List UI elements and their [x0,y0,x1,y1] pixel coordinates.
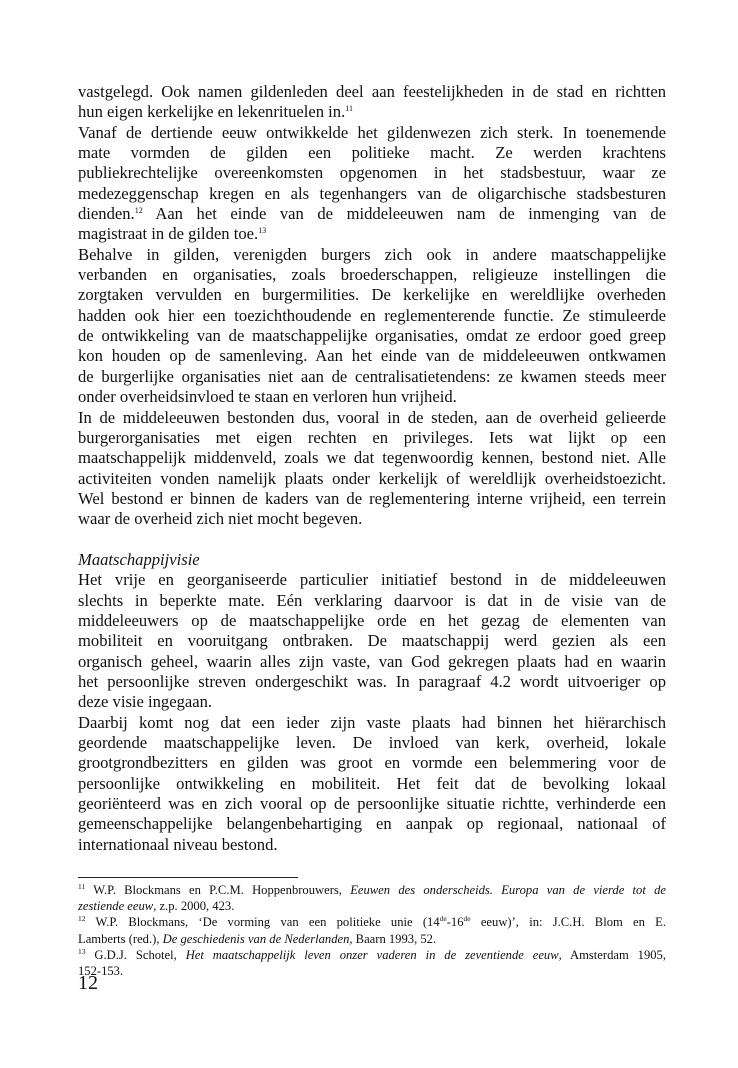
text-line: publiekrechtelijke overeenkomsten opgenomen in het stadsbestuur, waar ze [78,163,666,183]
text-line: middeleeuwers op de maatschappelijke orde en het gezag de elementen van [78,610,666,630]
text-line: zorgtaken vervulden en burgermilities. De kerkelijke en wereldlijke overheden [78,285,666,305]
text-span: dienden. [78,204,135,224]
text-line: In de middeleeuwen bestonden dus, vooral in de steden, aan de overheid gelieerde [78,407,666,427]
text-line [78,224,666,244]
text-span: 152-153. [78,964,124,979]
footnote-number: 11 [78,882,86,891]
text-line: maatschappelijk middenveld, zoals we dat tegenwoordig kennen, bestond niet. Alle [78,448,666,468]
text-span: hun eigen kerkelijke en lekenrituelen in. [78,102,346,122]
text-line: persoonlijke ontwikkeling en mobiliteit. Het feit dat de bevolking lokaal [78,773,666,793]
citation-title: Eeuwen des onderscheids. Europa van de vierde tot de [350,883,666,897]
text-line: deze visie ingegaan. [78,692,213,712]
text-span: , Baarn 1993, 52. [349,931,437,946]
text-span: W.P. Blockmans en P.C.M. Hoppenbrouwers, [85,883,351,897]
text-line: gemeenschappelijke belangenbehartiging en aanpak op regionaal, nationaal of [78,814,666,834]
text-line: mate vormden de gilden een politieke macht. Ze werden krachtens [78,143,666,163]
blank-line [78,530,666,550]
text-line: georiënteerd was en zich vooral op de persoonlijke situatie richtte, verhinderde een [78,794,666,814]
text-line: geordende maatschappelijke leven. De invloed van kerk, overheid, lokale [78,733,666,752]
footnote-11-cont [78,898,666,914]
text-span: Lamberts (red.), [78,931,163,946]
text-line: de burgerlijke organisaties niet aan de centralisatietendens: ze kwamen steeds meer [78,366,666,386]
footnote-13 [78,947,666,963]
text-line: medezeggenschap kregen en als tegenhangers van de oligarchische stadsbesturen [78,183,666,203]
footnotes [78,882,666,979]
text-line: mobiliteit en vooruitgang ontbraken. De maatschappij werd gezien als een [78,631,666,651]
footnote-ref[interactable]: 11 [345,104,353,114]
text-line: Vanaf de dertiende eeuw ontwikkelde het gildenwezen zich sterk. In toenemende [78,122,666,142]
citation-title: Het maatschappelijk leven onzer vaderen in de zeventiende eeuw [185,947,559,962]
footnote-11 [78,882,666,898]
text-line: de ontwikkeling van de maatschappelijke organisaties, omdat ze erdoor goed greep [78,326,666,346]
footnote-separator [78,877,298,878]
text-span: eeuw)’, in: J.C.H. Blom en E. [470,915,666,930]
text-span: -16 [446,915,464,930]
text-line: Wel bestond er binnen de kaders van de reglementering interne vrijheid, een terrein [78,488,666,508]
text-line: grootgrondbezitters en gilden was groot en vormde een belemmering voor de [78,753,666,773]
text-line [78,102,666,122]
citation-title: zestiende eeuw [78,899,154,914]
body-text [78,82,666,855]
text-line: het persoonlijke streven ondergeschikt was. In paragraaf 4.2 wordt uitvoeriger op [78,671,666,691]
footnote-ref[interactable]: 13 [258,226,267,236]
text-line: organisch geheel, waarin alles zijn vaste, van God gekregen plaats had en waarin [78,651,666,671]
text-line: Behalve in gilden, verenigden burgers zich ook in andere maatschappelijke [78,244,666,264]
footnote-number: 12 [78,914,86,924]
text-line: activiteiten vonden namelijk plaats onder kerkelijk of wereldlijk overheidstoezicht. [78,468,666,488]
superscript: de [439,914,447,924]
footnote-12-cont [78,931,666,947]
text-line: Het vrije en georganiseerde particulier initiatief bestond in de middeleeuwen [78,570,666,590]
text-line: internationaal niveau bestond. [78,834,278,854]
text-line: waar de overheid zich niet mocht begeven. [78,509,363,529]
text-span: Aan het einde van de middeleeuwen nam de inmenging van de [142,204,666,224]
superscript: de [463,914,471,924]
footnote-ref[interactable]: 12 [134,206,143,216]
text-line: burgerorganisaties met eigen rechten en privileges. Iets wat lijkt op een [78,427,666,447]
text-line: Daarbij komt nog dat een ieder zijn vaste plaats had binnen het hiërarchisch [78,712,666,732]
text-span: W.P. Blockmans, ‘De vorming van een politieke unie (14 [85,915,440,930]
page-number: 12 [78,972,98,994]
text-line: verbanden en organisaties, zoals broederschappen, religieuze instellingen die [78,265,666,285]
text-span: G.D.J. Schotel, [85,947,186,962]
section-heading: Maatschappijvisie [78,549,200,569]
footnote-number: 13 [78,946,86,956]
text-line: slechts in beperkte mate. Eén verklaring daarvoor is dat in de visie van de [78,590,666,610]
footnote-13-cont [78,963,666,979]
footnote-12 [78,914,666,930]
text-span: , Amsterdam 1905, [558,947,667,962]
text-line [78,204,666,224]
text-line: onder overheidsinvloed te staan en verloren hun vrijheid. [78,387,457,407]
text-line: vastgelegd. Ook namen gildenleden deel aan feestelijkheden in de stad en richtten [78,82,666,101]
citation-title: De geschiedenis van de Nederlanden [162,931,350,946]
text-span: , z.p. 2000, 423. [153,899,235,914]
text-line: kon houden op de samenleving. Aan het einde van de middeleeuwen ontkwamen [78,346,666,366]
text-line: hadden ook hier een toezichthoudende en reglementerende functie. Ze stimuleerde [78,305,666,325]
text-span: magistraat in de gilden toe. [78,224,259,244]
